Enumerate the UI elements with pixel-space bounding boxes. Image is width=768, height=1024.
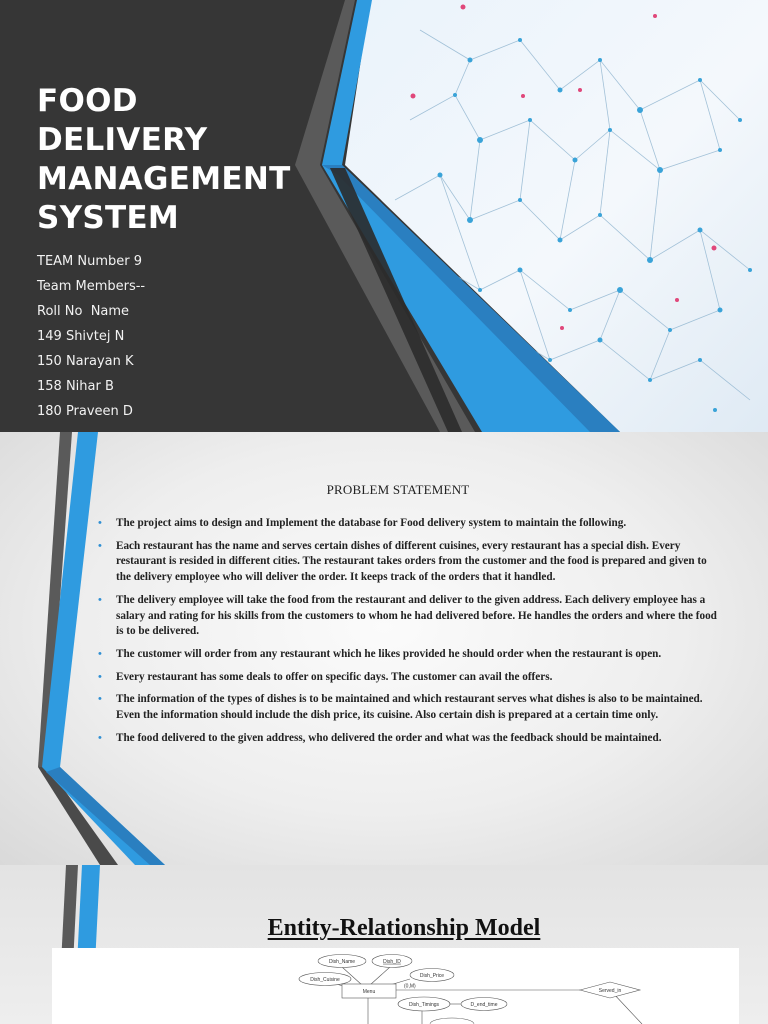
slide-heading: PROBLEM STATEMENT	[326, 482, 470, 497]
problem-list	[98, 516, 718, 753]
er-label: Dish_Price	[419, 972, 445, 979]
list-item	[98, 516, 718, 532]
er-attribute	[410, 969, 454, 982]
er-label: Dish_Timings	[408, 1001, 440, 1008]
problem-statement-slide	[0, 432, 768, 865]
title-line: MANAGEMENT	[37, 161, 291, 197]
er-attribute	[318, 955, 366, 968]
er-label: Dish_Cuisine	[310, 976, 340, 983]
team-table-header: Roll No Name	[37, 304, 130, 319]
list-item-text: The project aims to design and Implement the database for Food delivery system to maintain the following.	[116, 517, 627, 529]
title-slide	[0, 0, 768, 432]
team-info	[37, 251, 145, 426]
bullet-icon: •	[98, 539, 102, 552]
er-attribute-key	[372, 955, 412, 968]
bullet-icon: •	[98, 517, 102, 529]
bullet-icon: •	[98, 593, 102, 606]
er-cardinality: (0,M)	[404, 983, 416, 990]
list-item-text: The customer will order from any restaurant which he likes provided he should order when the restaurant is open.	[116, 647, 662, 660]
list-item	[98, 670, 718, 686]
title-line: DELIVERY	[37, 122, 208, 158]
er-label: D_end_time	[470, 1001, 498, 1008]
list-item-text: Each restaurant has the name and serves certain dishes of different cuisines, every restaurant has a special dish. Every restaurant is resided in different cities. The restaurant takes orders from the customer and the food is prepared and given to the delivery employee who will deliver the order. It keeps track of the orders that it handled.	[116, 539, 707, 584]
title-line: FOOD	[37, 83, 138, 119]
team-member: 149 Shivtej N	[37, 329, 125, 344]
list-item-text: The delivery employee will take the food from the restaurant and deliver to the given address. Each delivery employee has a salary and rating for his skills from the customers to whom he had delivered before. He handles the orders and where the food is to be delivered.	[116, 593, 717, 638]
team-members-label: Team Members--	[37, 279, 146, 294]
er-label: Menu	[362, 988, 376, 995]
er-label: Dish_ID	[383, 958, 401, 965]
er-label: Served_in	[598, 987, 622, 994]
presentation-title	[37, 82, 317, 238]
er-attribute	[398, 997, 450, 1011]
list-item	[98, 731, 718, 747]
er-attribute	[299, 973, 351, 986]
er-label: Dish_Name	[328, 958, 356, 965]
list-item	[98, 539, 718, 586]
team-member: 158 Nihar B	[37, 379, 114, 394]
list-item	[98, 692, 718, 723]
slide-heading: Entity-Relationship Model	[267, 915, 541, 941]
bullet-icon: •	[98, 647, 102, 660]
team-number: TEAM Number 9	[37, 254, 143, 269]
list-item-text: The information of the types of dishes is to be maintained and which restaurant serves what dishes is also to be maintained. Even the information should include the dish price, its cuisine. Also certain dish is prepared at a certain time only.	[116, 693, 703, 722]
list-item-text: The food delivered to the given address, who delivered the order and what was the feedback should be maintained.	[116, 731, 662, 744]
list-item	[98, 593, 718, 640]
bullet-icon: •	[98, 670, 102, 683]
list-item-text: Every restaurant has some deals to offer on specific days. The customer can avail the offers.	[116, 670, 553, 683]
er-diagram-canvas	[52, 948, 739, 1024]
bullet-icon: •	[98, 693, 102, 706]
er-entity	[342, 984, 396, 998]
er-model-slide	[0, 865, 768, 1024]
bullet-icon: •	[98, 731, 102, 744]
er-attribute	[461, 998, 507, 1011]
title-line: SYSTEM	[37, 200, 180, 236]
team-member: 150 Narayan K	[37, 354, 134, 369]
team-member: 180 Praveen D	[37, 404, 133, 419]
er-attribute	[430, 1018, 474, 1024]
list-item	[98, 647, 718, 663]
er-diagram	[52, 948, 739, 1024]
er-relationship	[580, 982, 640, 998]
